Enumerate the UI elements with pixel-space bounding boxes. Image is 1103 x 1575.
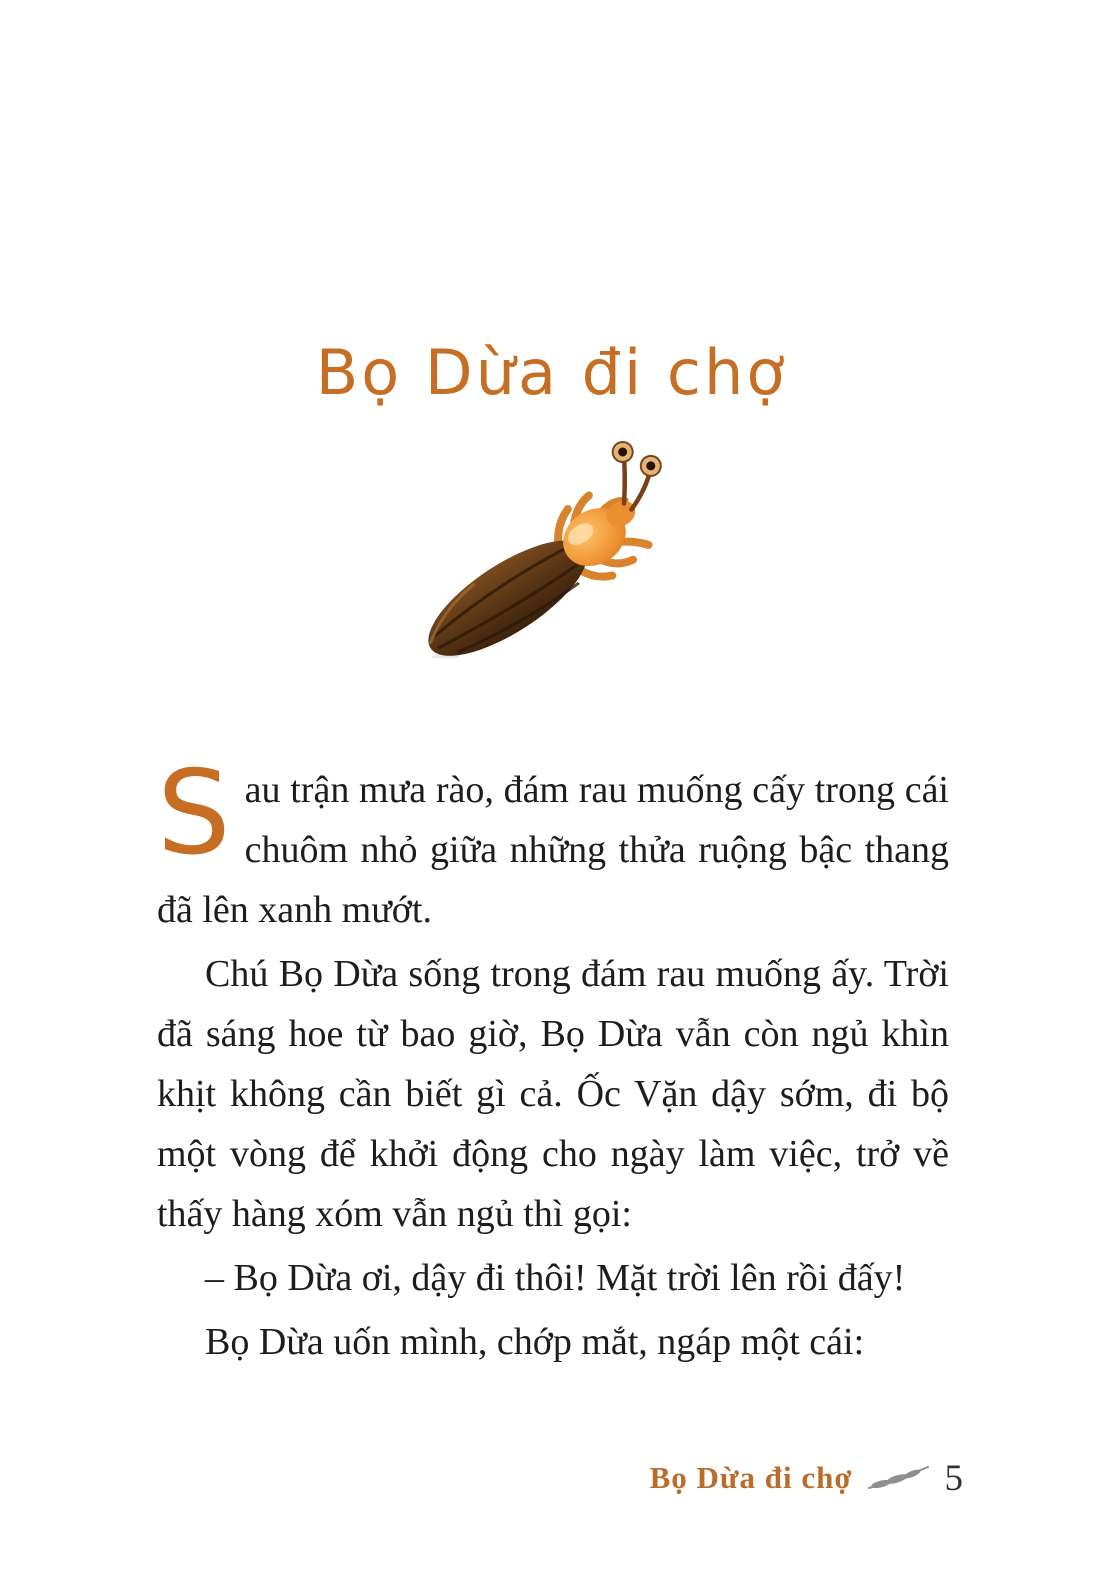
drop-cap: S <box>157 746 231 881</box>
beetle-illustration <box>415 438 675 658</box>
coconut-beetle-icon <box>415 438 675 658</box>
page-footer <box>650 1454 963 1502</box>
paragraph: Bọ Dừa uốn mình, chớp mắt, ngáp một cái: <box>205 1321 865 1363</box>
paragraph-opening <box>157 746 949 940</box>
story-text <box>157 746 949 1376</box>
paragraph-dialogue: – Bọ Dừa ơi, dậy đi thôi! Mặt trời lên rồi đấy! <box>205 1257 906 1299</box>
paragraph: Chú Bọ Dừa sống trong đám rau muống ấy. Trời đã sáng hoe từ bao giờ, Bọ Dừa vẫn còn ngủ khìn khịt không cần biết gì cả. Ốc Vặn dậy sớm, đi bộ một vòng để khởi động cho ngày làm việc, trở về thấy hàng xóm vẫn ngủ thì gọi: <box>157 953 949 1235</box>
page-number: 5 <box>944 1457 963 1499</box>
page-title: Bọ Dừa đi chợ <box>315 336 788 409</box>
paragraph-opening-text: au trận mưa rào, đám rau muống cấy trong cái chuôm nhỏ giữa những thửa ruộng bậc thang đã lên xanh mướt. <box>157 769 949 931</box>
footer-chapter-title: Bọ Dừa đi chợ <box>649 1460 853 1495</box>
leaf-twig-icon <box>867 1463 931 1493</box>
